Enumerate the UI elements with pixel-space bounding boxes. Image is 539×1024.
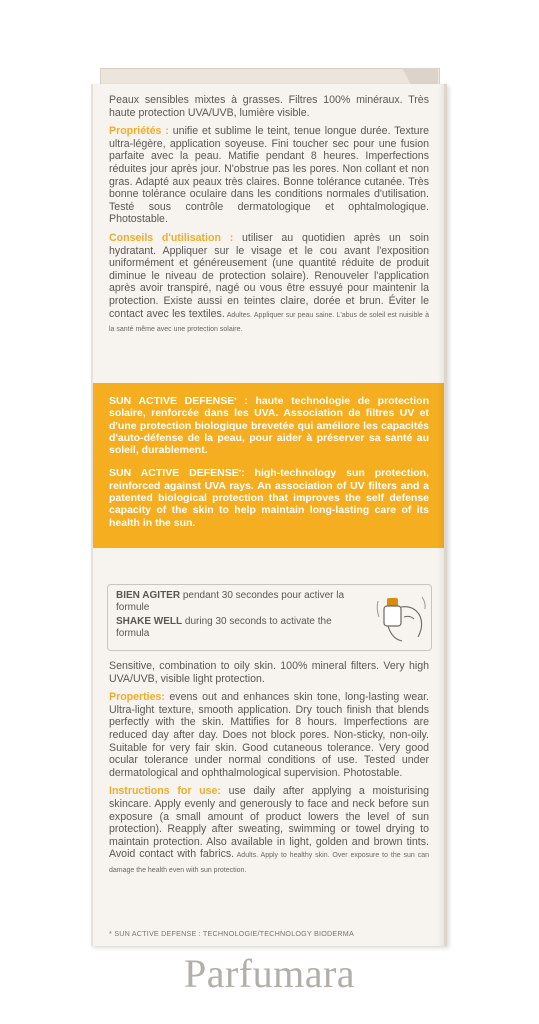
fr-instructions-fine: Adultes. Appliquer sur peau saine. L'abus de soleil est nuisible à la santé même avec une protection solaire. bbox=[109, 311, 429, 334]
shake-en-head: SHAKE WELL bbox=[116, 616, 183, 627]
en-instructions-label: Instructions for use: bbox=[109, 785, 221, 798]
band-fr-text: : haute technologie de protection solaire, renforcée dans les UVA. Association de filtres UV et d'une protection biologique brevetée qui améliore les capacités d'auto-défense de la peau, pour aider à préserver sa santé au soleil, durablement. bbox=[109, 395, 430, 457]
shake-well-box bbox=[107, 584, 432, 651]
english-section bbox=[109, 660, 429, 878]
fr-instructions-text: utiliser au quotidien après un soin hydratant. Appliquer sur le visage et le cou avant l'exposition uniformément et généreusement (une quantité réduite de produit diminue le niveau de protection solaire). Renouveler l'application après avoir transpiré, nagé ou vous être essuyé pour maintenir la protection. Existe aussi en teintes claire, dorée et brun. Éviter le contact avec les textiles. bbox=[109, 231, 429, 320]
band-fr bbox=[109, 395, 429, 456]
band-en-asterisk: * bbox=[238, 470, 242, 477]
fr-properties-label: Propriétés : bbox=[109, 125, 169, 138]
fr-instructions-label: Conseils d'utilisation : bbox=[109, 231, 234, 244]
fr-properties bbox=[109, 125, 429, 226]
french-section bbox=[109, 94, 429, 337]
band-fr-head: SUN ACTIVE DEFENSE bbox=[109, 395, 235, 407]
en-instructions-text: use daily after applying a moisturising skincare. Apply evenly and generously to face and neck before sun exposure (a small amount of product lowers the level of sun protection). Reapply after sweating, swimming or towel drying to maintain protection. Also available in light, golden and brown tints. Avoid contact with fabrics. bbox=[109, 785, 429, 861]
shake-en bbox=[116, 616, 364, 640]
band-en bbox=[109, 467, 429, 528]
shake-fr-head: BIEN AGITER bbox=[116, 590, 181, 601]
band-text bbox=[109, 395, 429, 529]
shaking-bottle-icon bbox=[374, 589, 428, 645]
shake-en-text: during 30 seconds to activate the formula bbox=[116, 616, 332, 639]
en-intro: Sensitive, combination to oily skin. 100% mineral filters. Very high UVA/UVB, visible light protection. bbox=[109, 660, 429, 685]
shake-text bbox=[116, 590, 364, 640]
en-instructions bbox=[109, 785, 429, 877]
fr-properties-text: unifie et sublime le teint, tenue longue durée. Texture ultra-légère, application soyeuse. Fini toucher sec pour une fusion parfaite avec la peau. Matifie pendant 8 heures. Imperfections réduites jour après jour. N'obstrue pas les pores. Non collant et non gras. Adapté aux peaux très claires. Bonne tolérance cutanée. Très bonne tolérance oculaire dans les conditions normales d'utilisation. Testé sous contrôle dermatologique et ophtalmologique. Photostable. bbox=[109, 125, 429, 226]
en-instructions-fine: Adults. Apply to healthy skin. Over exposure to the sun can damage the health even with sun protection. bbox=[109, 852, 429, 874]
band-en-head: SUN ACTIVE DEFENSE bbox=[109, 467, 239, 480]
band-en-text: : high-technology sun protection, reinforced against UVA rays. An association of UV filters and a patented biological protection that improves the self defense capacity of the skin to help maintain long-lasting care of its health in the sun. bbox=[109, 467, 429, 529]
technology-footnote: * SUN ACTIVE DEFENSE : TECHNOLOGIE/TECHNOLOGY BIODERMA bbox=[109, 929, 354, 938]
watermark: Parfumara bbox=[183, 951, 356, 996]
en-properties-text: evens out and enhances skin tone, long-lasting wear. Ultra-light texture, smooth application. Dry touch finish that blends perfectly with the skin. Mattifies for 8 hours. Imperfections are reduced day after day. Does not block pores. Non-sticky, non-oily. Suitable for very fair skin. Good cutaneous tolerance. Very good ocular tolerance under normal conditions of use. Tested under dermatological and ophthalmological supervision. Photostable. bbox=[109, 691, 429, 779]
sun-active-defense-band bbox=[93, 383, 444, 548]
en-properties bbox=[109, 691, 429, 779]
product-box bbox=[91, 84, 447, 946]
band-fr-asterisk: * bbox=[234, 398, 237, 404]
fr-intro: Peaux sensibles mixtes à grasses. Filtres 100% minéraux. Très haute protection UVA/UVB, lumière visible. bbox=[109, 94, 429, 119]
en-properties-label: Properties: bbox=[109, 691, 165, 704]
fr-instructions bbox=[109, 232, 429, 337]
shake-fr-text: pendant 30 secondes pour activer la formule bbox=[116, 590, 345, 613]
shake-fr bbox=[116, 590, 364, 614]
